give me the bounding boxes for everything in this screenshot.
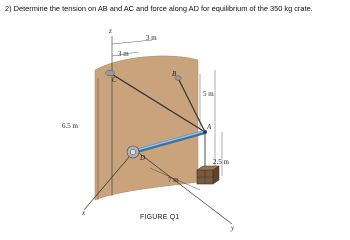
- label-point-c: C: [112, 76, 117, 84]
- label-dim-6-5m: 6.5 m: [62, 122, 78, 130]
- label-dim-3m-left: 3 m: [118, 50, 129, 58]
- label-axis-z: z: [109, 27, 112, 35]
- label-dim-2-5m: 2.5 m: [213, 158, 229, 166]
- label-point-d: D: [140, 154, 146, 162]
- label-point-a: A: [207, 123, 212, 131]
- label-dim-5m: 5 m: [203, 90, 214, 98]
- label-dim-7m: 7 m: [168, 176, 179, 184]
- support-d-hub: [130, 149, 135, 154]
- question-text: 2) Determine the tension on AB and AC and force along AD for equilibrium of the 350 kg crate.: [5, 4, 313, 13]
- crate: [197, 166, 219, 184]
- label-axis-y: y: [231, 224, 235, 232]
- label-axis-x: x: [82, 209, 86, 217]
- support-c: [106, 70, 115, 76]
- wall-plane: [95, 56, 198, 200]
- figure-caption: FIGURE Q1: [140, 214, 180, 221]
- label-dim-3m-top: 3 m: [146, 34, 157, 42]
- label-point-b: B: [172, 70, 177, 78]
